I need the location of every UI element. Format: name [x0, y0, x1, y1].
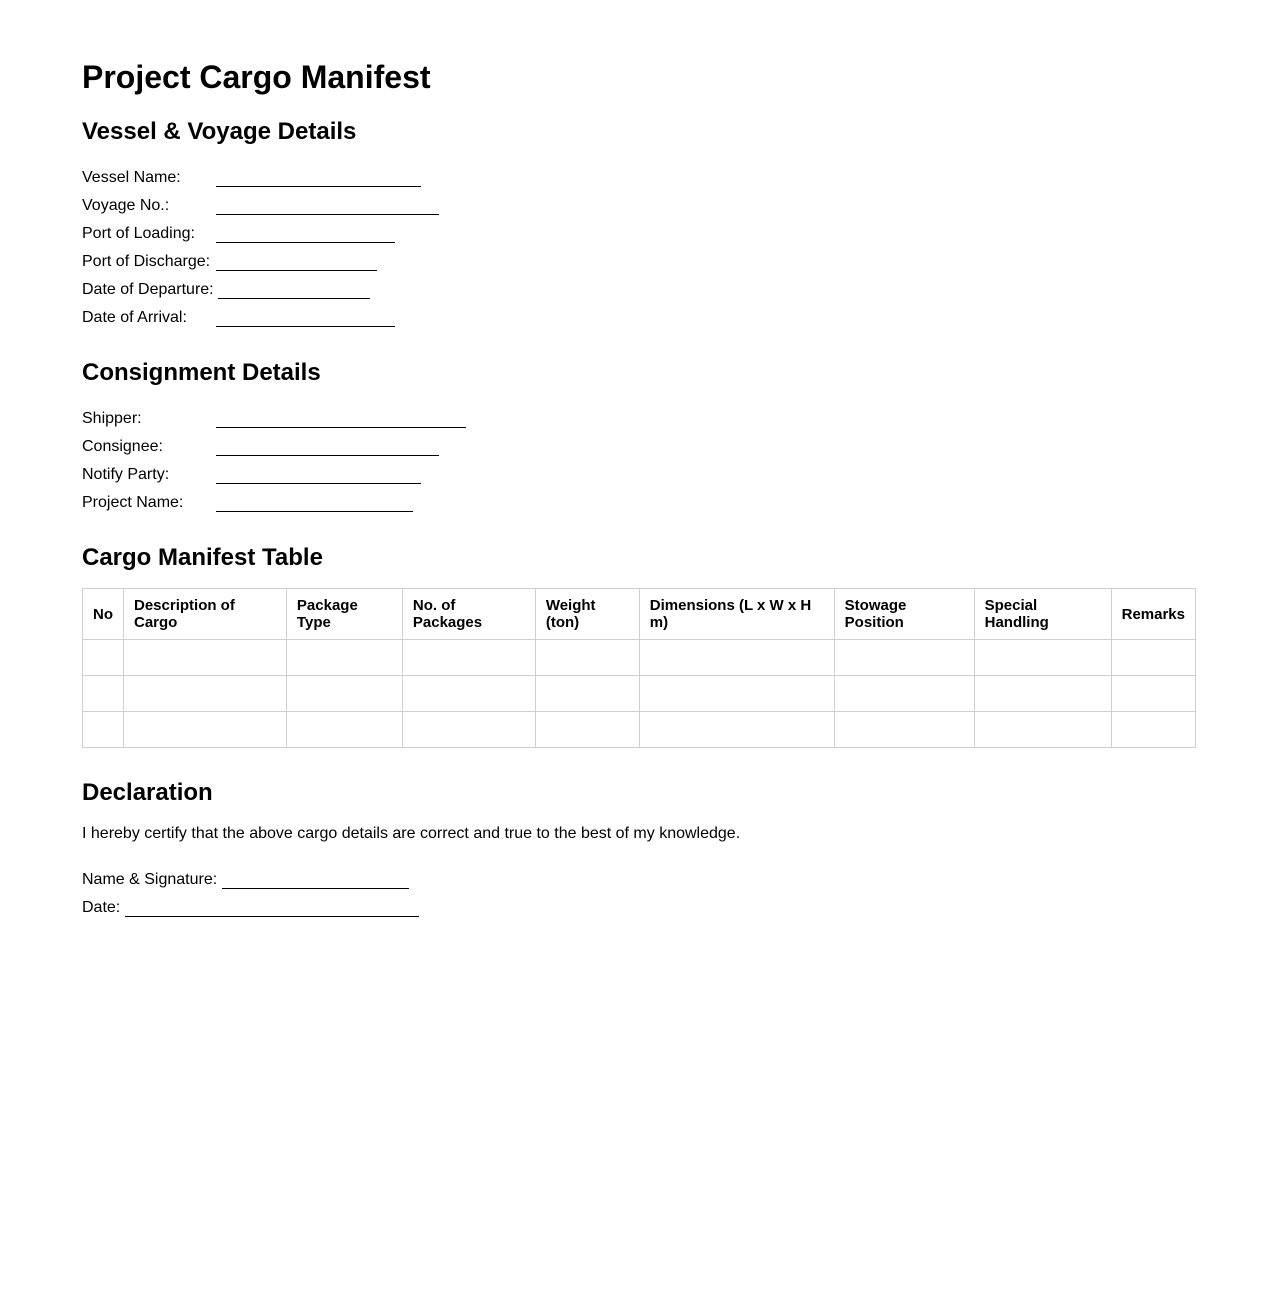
field-label: Notify Party: — [82, 466, 170, 483]
shipper-blank[interactable] — [216, 412, 466, 428]
field-voyage-no — [82, 188, 1196, 216]
column-header-dimensions: Dimensions (L x W x H m) — [639, 589, 834, 640]
vessel-section-heading: Vessel & Voyage Details — [82, 118, 357, 145]
table-cell[interactable] — [535, 712, 639, 748]
vessel-fields — [82, 160, 1196, 328]
table-cell[interactable] — [639, 640, 834, 676]
voyage-no-blank[interactable] — [216, 199, 439, 215]
field-project-name — [82, 485, 1196, 513]
field-label: Vessel Name: — [82, 169, 181, 186]
table-cell[interactable] — [286, 640, 402, 676]
date-row — [82, 890, 1196, 918]
signature-blank[interactable] — [222, 873, 409, 889]
table-cell[interactable] — [639, 712, 834, 748]
field-label: Shipper: — [82, 410, 142, 427]
consignment-fields — [82, 401, 1196, 513]
date-of-arrival-blank[interactable] — [216, 311, 395, 327]
port-of-loading-blank[interactable] — [216, 227, 395, 243]
table-cell[interactable] — [402, 676, 535, 712]
signature-label: Name & Signature: — [82, 871, 218, 888]
table-cell[interactable] — [124, 640, 287, 676]
table-cell[interactable] — [535, 676, 639, 712]
consignment-section-heading: Consignment Details — [82, 359, 321, 386]
field-label: Date of Departure: — [82, 281, 214, 298]
column-header-stowage-position: Stowage Position — [834, 589, 974, 640]
date-label: Date: — [82, 899, 121, 916]
project-name-blank[interactable] — [216, 496, 413, 512]
column-header-no: No — [83, 589, 124, 640]
table-cell[interactable] — [83, 640, 124, 676]
table-cell[interactable] — [974, 676, 1111, 712]
declaration-section-heading: Declaration — [82, 779, 213, 806]
field-label: Consignee: — [82, 438, 163, 455]
column-header-package-type: Package Type — [286, 589, 402, 640]
field-label: Project Name: — [82, 494, 184, 511]
table-cell[interactable] — [535, 640, 639, 676]
field-label: Port of Discharge: — [82, 253, 211, 270]
table-cell[interactable] — [974, 640, 1111, 676]
table-cell[interactable] — [834, 712, 974, 748]
field-vessel-name — [82, 160, 1196, 188]
field-consignee — [82, 429, 1196, 457]
table-cell[interactable] — [402, 640, 535, 676]
column-header-remarks: Remarks — [1111, 589, 1195, 640]
table-cell[interactable] — [1111, 676, 1195, 712]
table-section-heading: Cargo Manifest Table — [82, 544, 323, 571]
table-header-row — [83, 589, 1196, 640]
signature-row — [82, 862, 1196, 890]
table-cell[interactable] — [402, 712, 535, 748]
field-label: Voyage No.: — [82, 197, 170, 214]
notify-party-blank[interactable] — [216, 468, 421, 484]
cargo-manifest-table — [82, 588, 1196, 748]
field-date-of-departure — [82, 272, 1196, 300]
column-header-no-of-packages: No. of Packages — [402, 589, 535, 640]
table-cell[interactable] — [834, 640, 974, 676]
table-cell[interactable] — [124, 676, 287, 712]
port-of-discharge-blank[interactable] — [216, 255, 377, 271]
column-header-weight: Weight (ton) — [535, 589, 639, 640]
table-cell[interactable] — [974, 712, 1111, 748]
table-cell[interactable] — [1111, 640, 1195, 676]
table-row — [83, 712, 1196, 748]
table-cell[interactable] — [286, 676, 402, 712]
page-title: Project Cargo Manifest — [82, 59, 431, 95]
date-of-departure-blank[interactable] — [218, 283, 370, 299]
table-cell[interactable] — [834, 676, 974, 712]
table-cell[interactable] — [83, 676, 124, 712]
field-notify-party — [82, 457, 1196, 485]
table-cell[interactable] — [83, 712, 124, 748]
table-cell[interactable] — [286, 712, 402, 748]
field-label: Date of Arrival: — [82, 309, 187, 326]
table-row — [83, 676, 1196, 712]
consignee-blank[interactable] — [216, 440, 439, 456]
declaration-text: I hereby certify that the above cargo details are correct and true to the best of my knowledge. — [82, 825, 741, 842]
field-label: Port of Loading: — [82, 225, 195, 242]
signature-block — [82, 862, 1196, 918]
table-cell[interactable] — [1111, 712, 1195, 748]
field-shipper — [82, 401, 1196, 429]
table-cell[interactable] — [124, 712, 287, 748]
table-row — [83, 640, 1196, 676]
field-port-of-loading — [82, 216, 1196, 244]
field-port-of-discharge — [82, 244, 1196, 272]
table-cell[interactable] — [639, 676, 834, 712]
vessel-name-blank[interactable] — [216, 171, 421, 187]
date-blank[interactable] — [125, 901, 419, 917]
column-header-description: Description of Cargo — [124, 589, 287, 640]
field-date-of-arrival — [82, 300, 1196, 328]
column-header-special-handling: Special Handling — [974, 589, 1111, 640]
